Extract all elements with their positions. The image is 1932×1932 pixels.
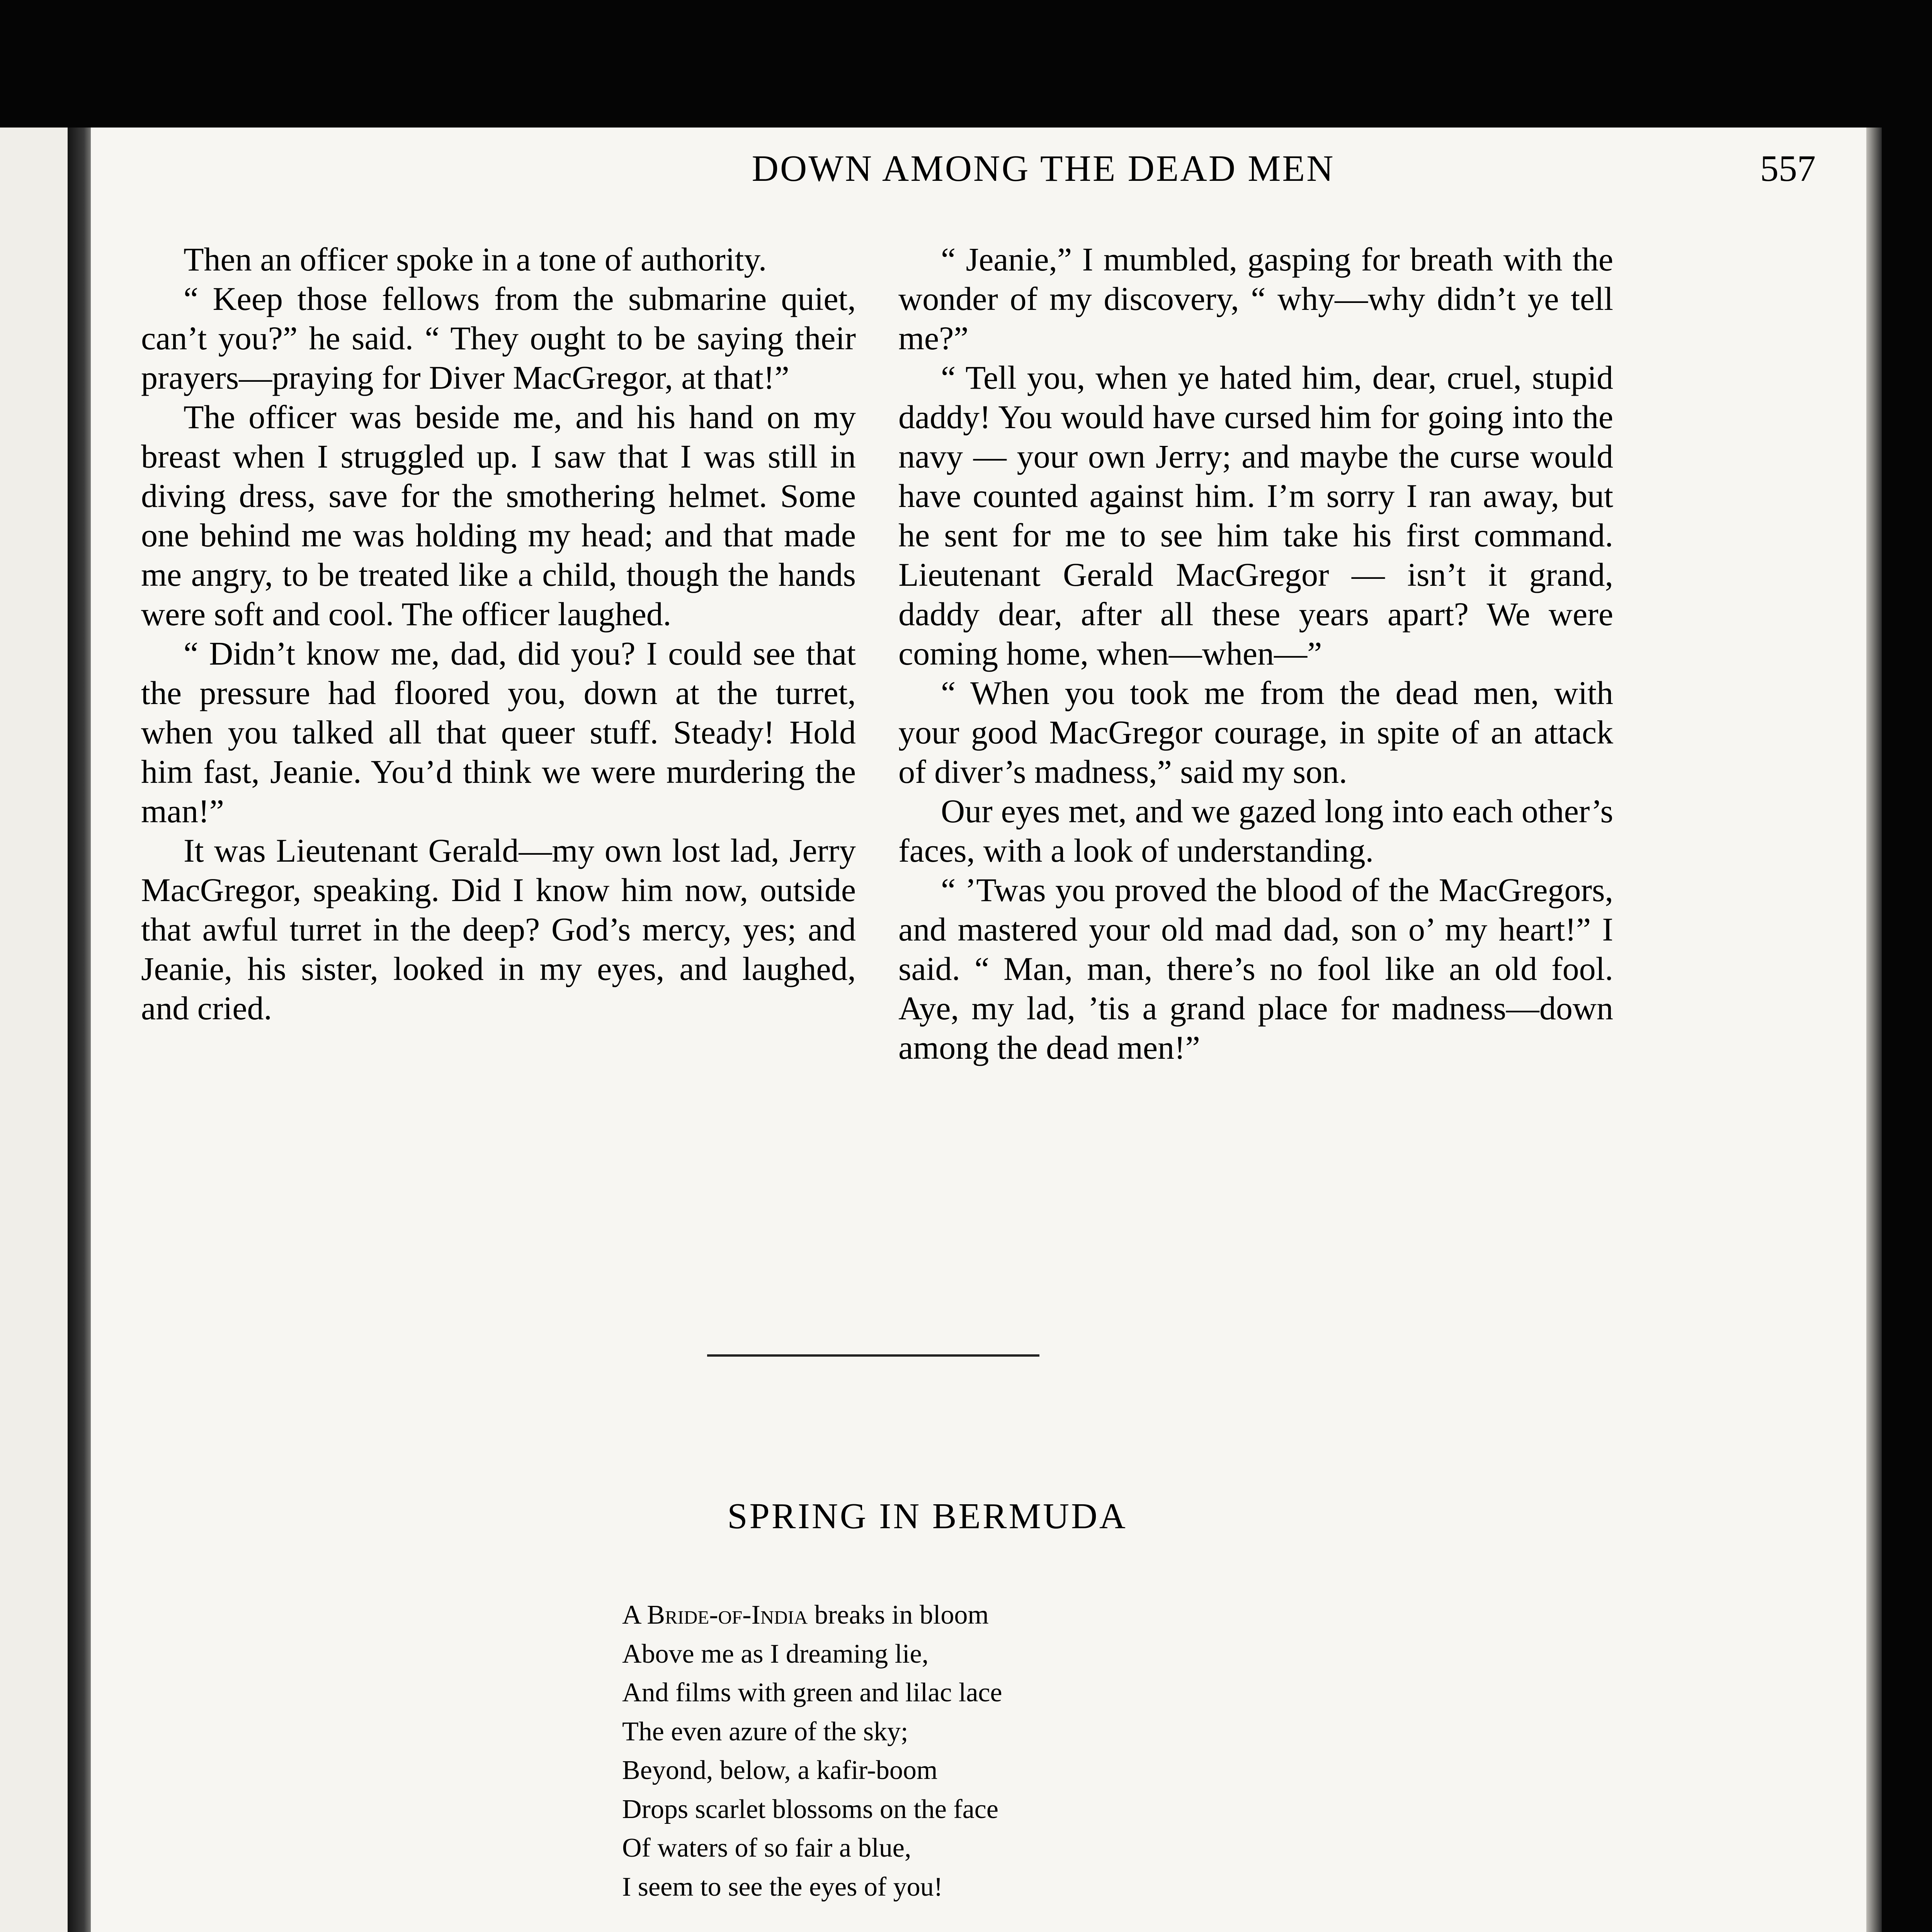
poem-stanza [622, 1596, 1356, 1906]
poem-line: The even azure of the sky; [622, 1716, 908, 1747]
poem-line: A Bride-of-India breaks in bloom [622, 1600, 989, 1630]
poem-title: SPRING IN BERMUDA [727, 1496, 1128, 1536]
section-divider [707, 1354, 1039, 1357]
paragraph: “ Didn’t know me, dad, did you? I could see that the pressure had floored you, down at the turret, when you talked all that queer stuff. Steady! Hold him fast, Jeanie. You’d think we were murdering the man!” [141, 635, 856, 830]
paragraph: “ Jeanie,” I mumbled, gasping for breath with the wonder of my discovery, “ why—why didn’t ye tell me?” [898, 241, 1613, 357]
poem-line: Above me as I dreaming lie, [622, 1639, 929, 1669]
poem-line: Drops scarlet blossoms on the face [622, 1794, 998, 1824]
paragraph: Then an officer spoke in a tone of authority. [184, 241, 767, 278]
poem-line: Of waters of so fair a blue, [622, 1833, 912, 1863]
poem-first-phrase: A Bride-of-India [622, 1600, 808, 1630]
paragraph: It was Lieutenant Gerald—my own lost lad, Jerry MacGregor, speaking. Did I know him now, outside that awful turret in the deep? God’s mercy, yes; and Jeanie, his sister, looked in my eyes, and laughed, and cried. [141, 832, 856, 1027]
paragraph: “ Keep those fellows from the submarine quiet, can’t you?” he said. “ They ought to be saying their prayers—praying for Diver MacGregor, at that!” [141, 280, 856, 396]
paragraph: “ When you took me from the dead men, with your good MacGregor courage, in spite of an attack of diver’s madness,” said my son. [898, 674, 1613, 790]
paragraph: “ Tell you, when ye hated him, dear, cruel, stupid daddy! You would have cursed him for going into the navy — your own Jerry; and maybe the curse would have counted against him. I’m sorry I ran away, but he sent for me to see him take his first command. Lieutenant Gerald MacGregor — isn’t it grand, daddy dear, after all these years apart? We were coming home, when—when—” [898, 359, 1613, 672]
poem-line: Beyond, below, a kafir-boom [622, 1755, 938, 1785]
poem-line: And films with green and lilac lace [622, 1678, 1002, 1708]
paragraph: The officer was beside me, and his hand on my breast when I struggled up. I saw that I was still in diving dress, save for the smothering helmet. Some one behind me was holding my head; and that made me angry, to be treated like a child, though the hands were soft and cool. The officer laughed. [141, 398, 856, 633]
running-head: DOWN AMONG THE DEAD MEN [752, 148, 1335, 189]
page-number: 557 [1760, 148, 1816, 189]
story-column-right [898, 240, 1613, 1067]
page-edge-shadow [1866, 128, 1882, 1932]
poem-body [622, 1596, 1356, 1932]
story-column-left [141, 240, 856, 1028]
facing-page-edge [0, 128, 73, 1932]
poem-line: I seem to see the eyes of you! [622, 1872, 943, 1902]
paragraph: Our eyes met, and we gazed long into each other’s faces, with a look of understanding. [898, 793, 1613, 869]
paragraph: “ ’Twas you proved the blood of the MacGregors, and mastered your old mad dad, son o’ my heart!” I said. “ Man, man, there’s no fool like an old fool. Aye, my lad, ’tis a grand place for madness—down among the dead men!” [898, 871, 1613, 1066]
